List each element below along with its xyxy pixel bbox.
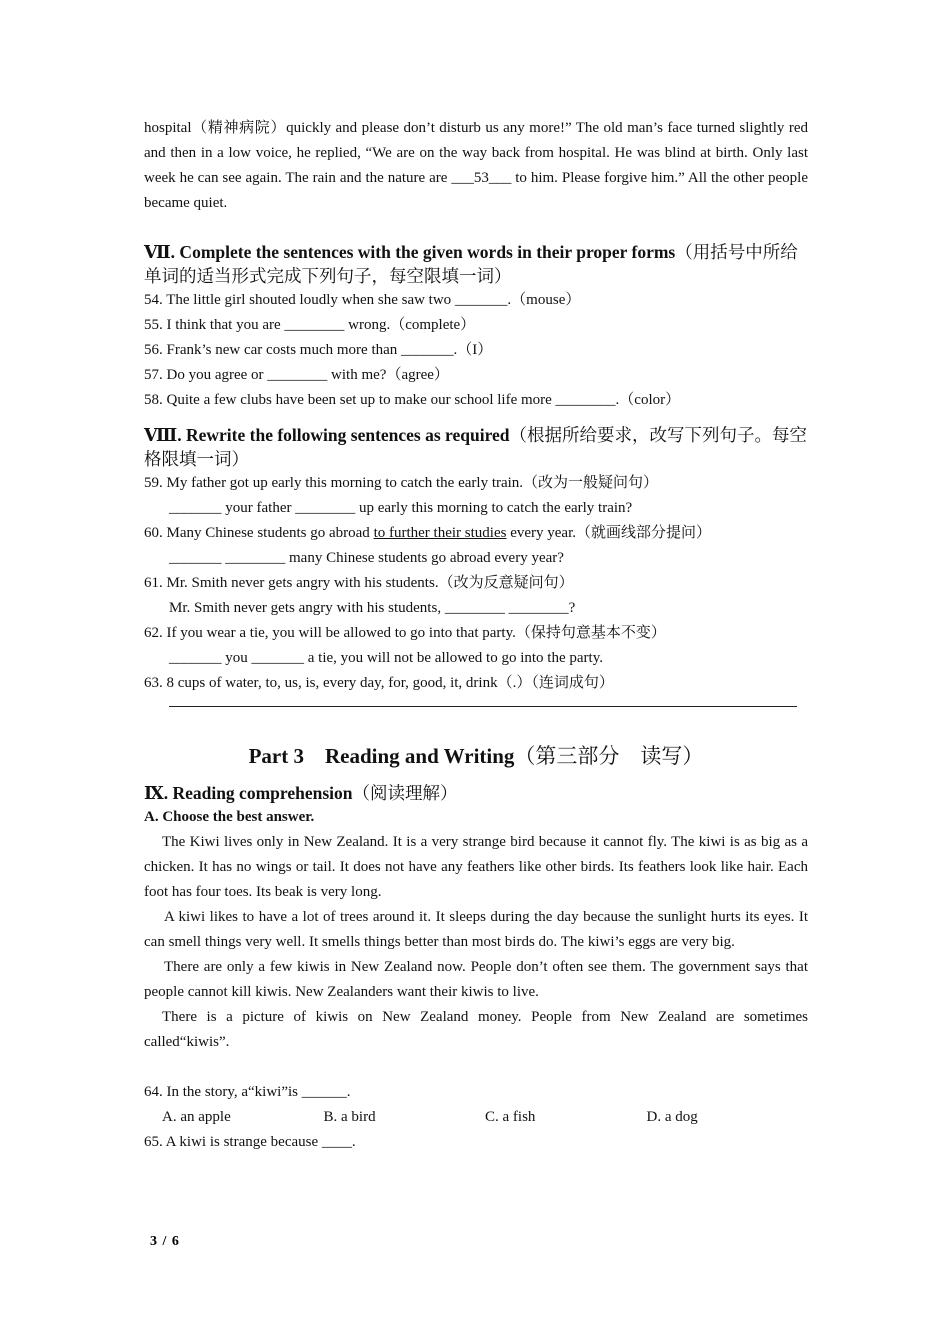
page-content (144, 116, 808, 1155)
section-7-title-en: Ⅶ. Complete the sentences with the given words in their proper forms (144, 242, 676, 262)
part-3-title (144, 741, 808, 771)
part-3-title-zh: （第三部分 读写） (514, 744, 704, 768)
section-8-title-en: Ⅷ. Rewrite the following sentences as required (144, 425, 510, 445)
option-d: D. a dog (646, 1109, 698, 1125)
reading-subheading: A. Choose the best answer. (144, 809, 315, 825)
question-60-end: every year.（就画线部分提问） (506, 525, 711, 541)
question-65: 65. A kiwi is strange because ____. (144, 1134, 356, 1150)
section-9-title-zh: （阅读理解） (352, 783, 458, 803)
option-b: B. a bird (323, 1109, 376, 1125)
question-64-options (144, 1105, 808, 1130)
section-9-title-en: Ⅸ. Reading comprehension (144, 783, 353, 803)
question-54: 54. The little girl shouted loudly when she saw two _______.（mouse） (144, 292, 581, 308)
question-62-answer: _______ you _______ a tie, you will not be allowed to go into the party. (169, 650, 603, 666)
question-59: 59. My father got up early this morning to catch the early train.（改为一般疑问句） (144, 475, 659, 491)
section-8-title (144, 423, 808, 471)
passage-continuation: hospital（精神病院）quickly and please don’t disturb us any more!” The old man’s face turned slightly red and then in a low voice, he replied, “We are on the way back from hospital. He was blind at birth. Only last week he can see again. The rain and the nature are ___53___ to him. Please forgive him.” All the other people became quiet. (144, 120, 808, 211)
question-62: 62. If you wear a tie, you will be allowed to go into that party.（保持句意基本不变） (144, 625, 666, 641)
question-58: 58. Quite a few clubs have been set up to make our school life more ________.（color） (144, 392, 681, 408)
section-9-title (144, 781, 808, 805)
question-57: 57. Do you agree or ________ with me?（agree） (144, 367, 449, 383)
question-60-answer: _______ ________ many Chinese students go abroad every year? (169, 550, 564, 566)
section-8-title-zh: （根据所给要求，改写下列句子。每空格限填一词） (144, 425, 808, 469)
question-59-answer: _______ your father ________ up early this morning to catch the early train? (169, 500, 633, 516)
question-64: 64. In the story, a“kiwi”is ______. (144, 1084, 351, 1100)
reading-paragraph-1: The Kiwi lives only in New Zealand. It is a very strange bird because it cannot fly. The kiwi is as big as a chicken. It has no wings or tail. It does not have any feathers like other birds. Its feathers look like hair. Each foot has four toes. Its beak is very long. (144, 834, 808, 900)
question-61-answer: Mr. Smith never gets angry with his students, ________ ________? (169, 600, 576, 616)
reading-paragraph-3: There are only a few kiwis in New Zealand now. People don’t often see them. The government says that people cannot kill kiwis. New Zealanders want their kiwis to live. (144, 959, 808, 1000)
option-c: C. a fish (485, 1109, 536, 1125)
question-60-underlined: to further their studies (373, 525, 507, 541)
page-number: 3 / 6 (150, 1234, 180, 1249)
reading-paragraph-4: There is a picture of kiwis on New Zealand money. People from New Zealand are sometimes called“kiwis”. (144, 1009, 808, 1050)
option-a: A. an apple (162, 1109, 231, 1125)
part-3-title-en: Part 3 Reading and Writing (248, 744, 515, 768)
question-61: 61. Mr. Smith never gets angry with his students.（改为反意疑问句） (144, 575, 574, 591)
section-7-title-zh: （用括号中所给单词的适当形式完成下列句子，每空限填一词） (144, 242, 798, 286)
question-56: 56. Frank’s new car costs much more than _______.（I） (144, 342, 493, 358)
reading-paragraph-2: A kiwi likes to have a lot of trees around it. It sleeps during the day because the sunlight hurts its eyes. It can smell things very well. It smells things better than most birds do. The kiwi’s eggs are very big. (144, 909, 808, 950)
section-7-title (144, 240, 808, 288)
question-60 (144, 521, 808, 546)
question-60-start: 60. Many Chinese students go abroad (144, 525, 374, 541)
answer-line (169, 706, 797, 707)
question-55: 55. I think that you are ________ wrong.（complete） (144, 317, 476, 333)
question-63: 63. 8 cups of water, to, us, is, every day, for, good, it, drink（.）（连词成句） (144, 675, 614, 691)
